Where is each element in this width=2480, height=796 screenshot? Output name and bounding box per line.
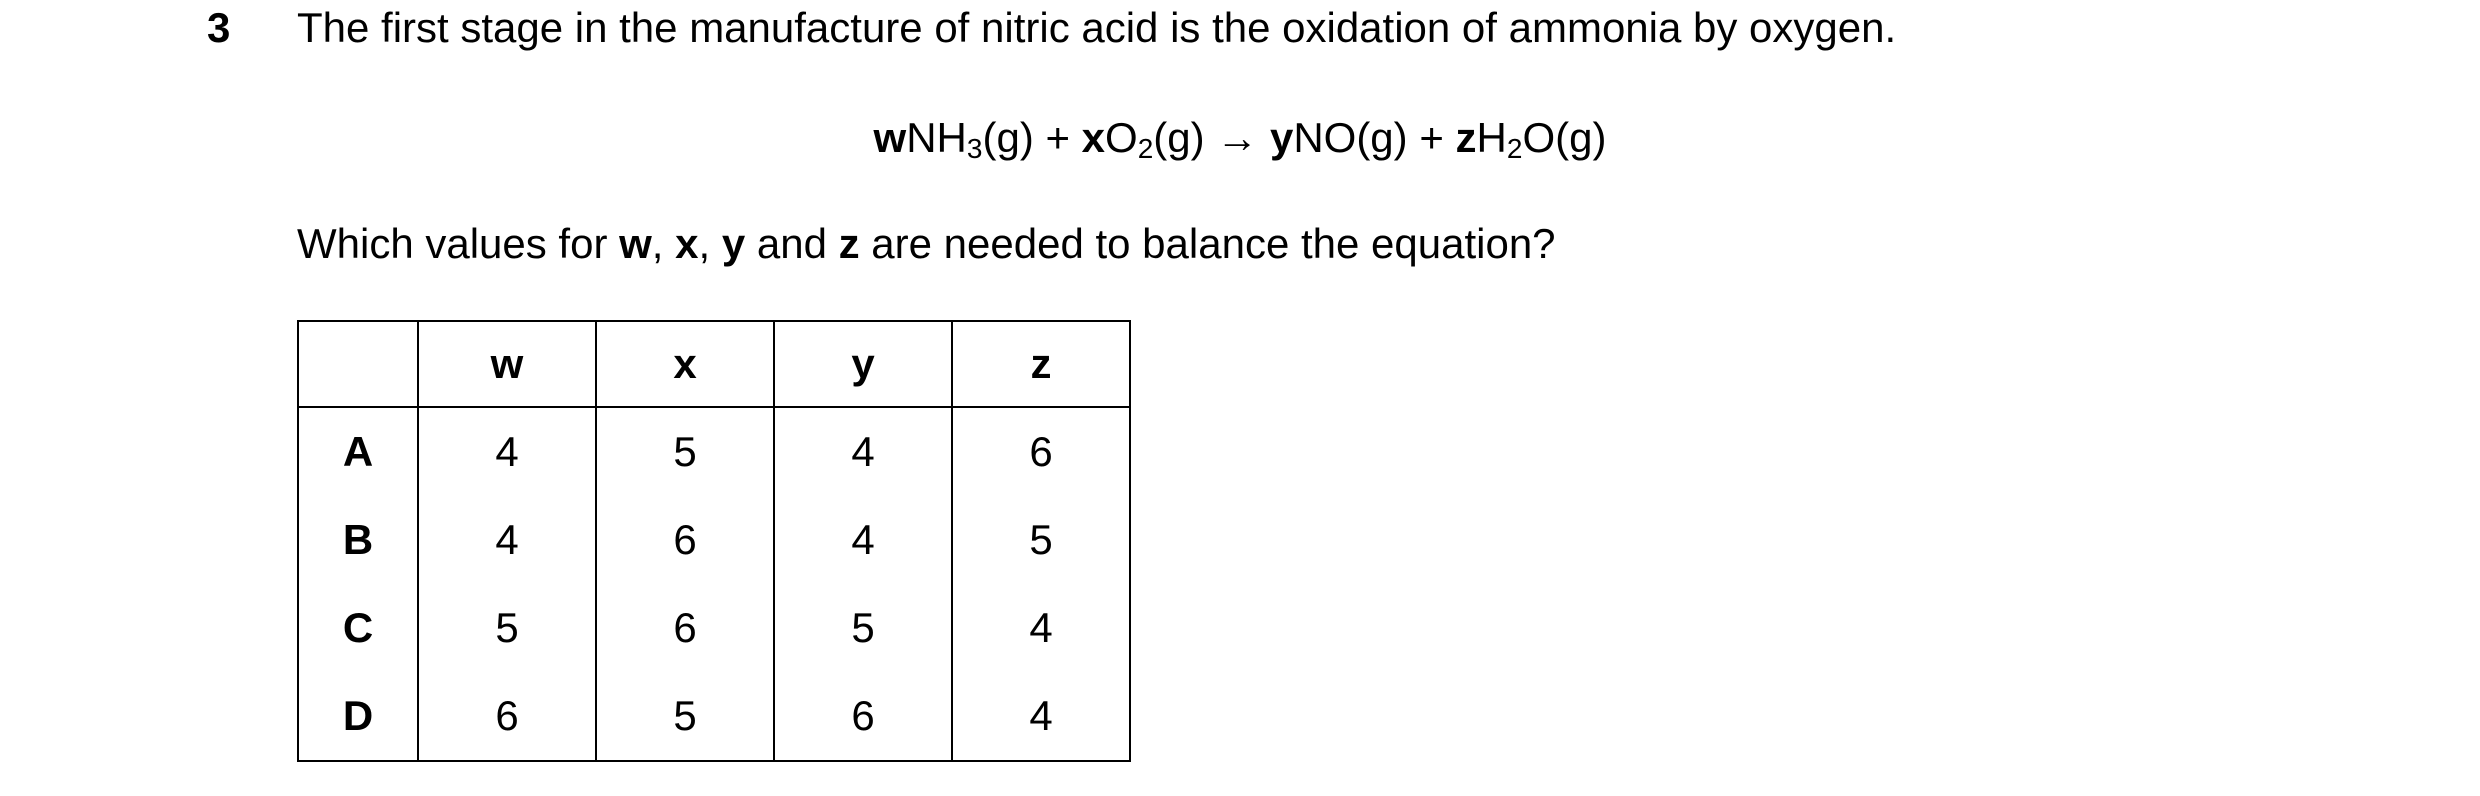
table-cell: 5 [418, 584, 596, 672]
prompt-and: and [745, 220, 839, 267]
table-row [298, 496, 1130, 584]
prompt-post: are needed to balance the equation? [859, 220, 1556, 267]
coefficient-z: z [1455, 114, 1477, 161]
table-cell: 6 [952, 407, 1130, 496]
table-header-z: z [952, 321, 1130, 407]
table-cell: 6 [418, 672, 596, 761]
table-cell: 5 [596, 672, 774, 761]
equation-o2: O [1105, 114, 1138, 161]
equation-o2-state: (g) → [1153, 114, 1270, 161]
option-label-a: A [342, 428, 374, 475]
answer-table [297, 320, 1131, 762]
equation-nh3-subscript: 3 [966, 133, 983, 164]
question-number: 3 [207, 4, 231, 51]
table-header-corner [298, 321, 418, 407]
question-stem: The first stage in the manufacture of nitric acid is the oxidation of ammonia by oxygen. [297, 4, 1897, 51]
table-cell: 4 [952, 584, 1130, 672]
equation-nh3: NH [906, 114, 967, 161]
coefficient-y: y [1269, 114, 1294, 161]
prompt-y: y [721, 220, 746, 267]
table-cell: 6 [596, 496, 774, 584]
equation-h2o-subscript: 2 [1506, 133, 1523, 164]
table-cell: 6 [596, 584, 774, 672]
equation-h2o-h: H [1476, 114, 1507, 161]
table-cell: 6 [774, 672, 952, 761]
table-row [298, 584, 1130, 672]
prompt-sep2: , [698, 220, 722, 267]
table-header-y: y [774, 321, 952, 407]
option-label-c: C [342, 604, 374, 651]
equation-no: NO(g) + [1293, 114, 1456, 161]
coefficient-x: x [1081, 114, 1106, 161]
coefficient-w: w [873, 114, 907, 161]
prompt-x: x [675, 220, 699, 267]
prompt-pre: Which values for [297, 220, 620, 267]
prompt-sep1: , [651, 220, 676, 267]
question-prompt [297, 218, 1556, 270]
table-row [298, 672, 1130, 761]
option-label-b: B [342, 516, 374, 563]
table-row [298, 407, 1130, 496]
table-cell: 5 [952, 496, 1130, 584]
option-label-d: D [342, 692, 374, 739]
table-cell: 4 [418, 407, 596, 496]
table-cell: 5 [774, 584, 952, 672]
table-cell: 4 [774, 496, 952, 584]
table-cell: 4 [418, 496, 596, 584]
table-cell: 4 [774, 407, 952, 496]
table-cell: 5 [596, 407, 774, 496]
table-header-w: w [418, 321, 596, 407]
chemical-equation [0, 110, 2480, 166]
equation-h2o-rest: O(g) [1522, 114, 1607, 161]
table-header-x: x [596, 321, 774, 407]
equation-nh3-state: (g) + [982, 114, 1082, 161]
table-cell: 4 [952, 672, 1130, 761]
prompt-w: w [619, 220, 652, 267]
table-header-row [298, 321, 1130, 407]
equation-o2-subscript: 2 [1137, 133, 1154, 164]
prompt-z: z [838, 220, 860, 267]
